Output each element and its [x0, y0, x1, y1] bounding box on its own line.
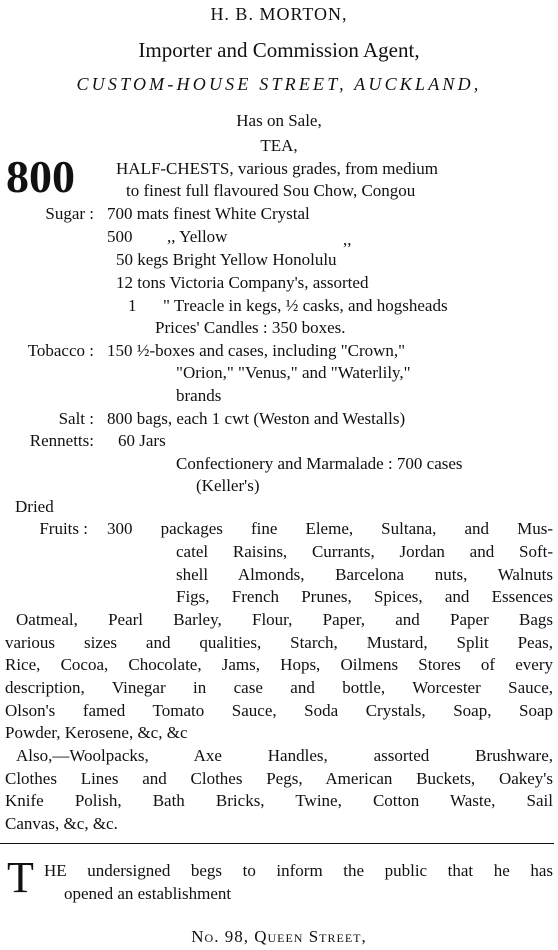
on-sale-heading: Has on Sale, [236, 111, 322, 130]
notice-line-1: HE undersigned begs to inform the public that he has [44, 861, 553, 880]
sugar-line-2-text: ,, Yellow [167, 227, 228, 246]
sundries-line-2: various sizes and qualities, Starch, Mustard, Split Peas, [5, 633, 553, 652]
merchant-address: CUSTOM-HOUSE STREET, AUCKLAND, [76, 74, 482, 94]
merchant-name: H. B. MORTON, [210, 4, 348, 24]
tea-heading: TEA, [260, 136, 298, 155]
sundries-line-1: Oatmeal, Pearl Barley, Flour, Paper, and Paper Bags [16, 610, 553, 629]
also-line-1: Also,—Woolpacks, Axe Handles, assorted Brushware, [16, 746, 553, 765]
also-line-4: Canvas, &c, &c. [5, 814, 118, 833]
rennetts-label: Rennetts: [29, 431, 94, 450]
sugar-line-2-ditto: ,, [343, 230, 352, 249]
dried-fruits-line-3: shell Almonds, Barcelona nuts, Walnuts [176, 565, 553, 584]
sundries-line-5: Olson's famed Tomato Sauce, Soda Crystals, Soap, Soap [5, 701, 553, 720]
salt-label: Salt : [58, 409, 94, 428]
salt-line: 800 bags, each 1 cwt (Weston and Westalls) [107, 409, 406, 428]
dried-fruits-line-1: 300 packages fine Eleme, Sultana, and Mus- [107, 519, 553, 538]
notice-drop-cap: T [7, 853, 34, 902]
sugar-line-5-qty: 1 [128, 296, 137, 315]
sugar-line-4: 12 tons Victoria Company's, assorted [116, 273, 369, 292]
tobacco-label: Tobacco : [27, 341, 94, 360]
sundries-line-3: Rice, Cocoa, Chocolate, Jams, Hops, Oilmens Stores of every [5, 655, 553, 674]
rennetts-line: 60 Jars [118, 431, 166, 450]
tea-quantity: 800 [6, 151, 75, 202]
notice-address: No. 98, Queen Street, [191, 927, 367, 946]
section-divider [0, 843, 554, 844]
sundries-line-4: description, Vinegar in case and bottle, Worcester Sauce, [5, 678, 553, 697]
dried-fruits-line-4: Figs, French Prunes, Spices, and Essences [176, 587, 553, 606]
sugar-line-1: 700 mats finest White Crystal [107, 204, 310, 223]
also-line-2: Clothes Lines and Clothes Pegs, American Buckets, Oakey's [5, 769, 553, 788]
confectionery-line-2: (Keller's) [196, 476, 260, 495]
confectionery-line-1: Confectionery and Marmalade : 700 cases [176, 454, 463, 473]
sugar-line-5-text: " Treacle in kegs, ½ casks, and hogsheads [163, 296, 448, 315]
sugar-line-2-qty: 500 [107, 227, 133, 246]
tobacco-line-1: 150 ½-boxes and cases, including "Crown," [107, 341, 406, 360]
also-line-3: Knife Polish, Bath Bricks, Twine, Cotton Waste, Sail [5, 791, 553, 810]
sundries-line-6: Powder, Kerosene, &c, &c [5, 723, 188, 742]
tobacco-line-3: brands [176, 386, 222, 405]
sugar-label: Sugar : [45, 204, 94, 223]
tobacco-line-2: "Orion," "Venus," and "Waterlily," [176, 363, 411, 382]
merchant-role: Importer and Commission Agent, [138, 38, 420, 62]
dried-fruits-line-2: catel Raisins, Currants, Jordan and Soft- [176, 542, 553, 561]
sugar-line-3: 50 kegs Bright Yellow Honolulu [116, 250, 337, 269]
sugar-line-6: Prices' Candles : 350 boxes. [155, 318, 346, 337]
notice-line-2: opened an establishment [64, 884, 232, 903]
tea-line-2: to finest full flavoured Sou Chow, Congou [126, 181, 416, 200]
tea-line-1: HALF-CHESTS, various grades, from medium [116, 159, 439, 178]
dried-fruits-label-1: Dried [15, 497, 54, 516]
dried-fruits-label-2: Fruits : [39, 519, 88, 538]
